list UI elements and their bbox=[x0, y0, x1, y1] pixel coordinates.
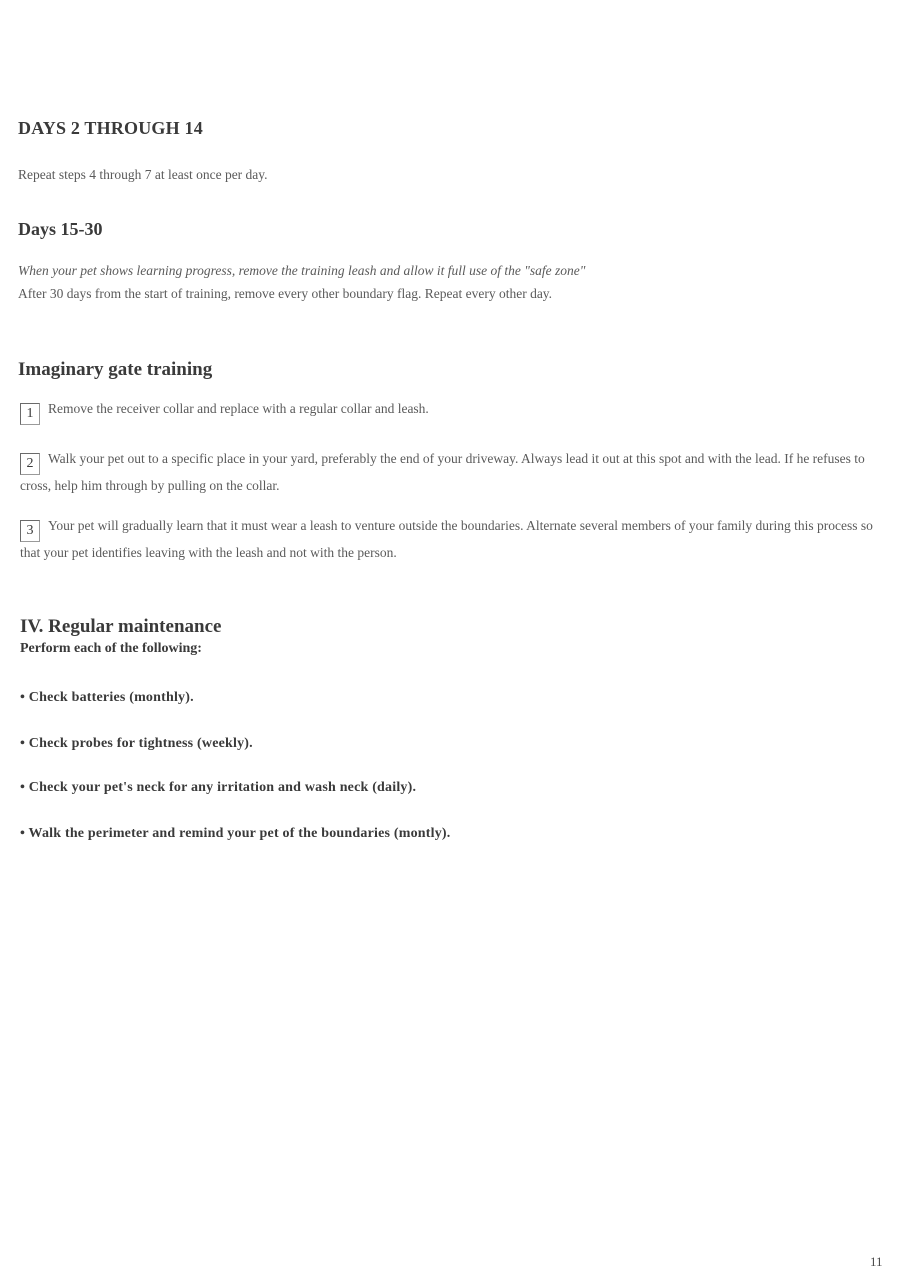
gate-step-2-text: Walk your pet out to a specific place in your yard, preferably the end of your driveway. Always lead it out at this spot and with the lead. If he refuses to cross, help him through by pulling on the collar. bbox=[20, 451, 865, 493]
days-2-14-heading: DAYS 2 THROUGH 14 bbox=[18, 118, 203, 138]
step-number-box: 2 bbox=[20, 453, 40, 475]
gate-step-3 bbox=[20, 515, 882, 563]
maintenance-heading: IV. Regular maintenance bbox=[20, 616, 222, 637]
page-number: 11 bbox=[870, 1254, 883, 1269]
gate-step-3-text: Your pet will gradually learn that it must wear a leash to venture outside the boundaries. Alternate several members of your family during this process so that your pet identifies leaving with the leash and not with the person. bbox=[20, 518, 873, 560]
gate-training-heading: Imaginary gate training bbox=[18, 359, 213, 380]
days-15-30-text: After 30 days from the start of training, remove every other boundary flag. Repeat every other day. bbox=[18, 286, 553, 301]
days-15-30-italic-text: When your pet shows learning progress, remove the training leash and allow it full use of the "safe zone" bbox=[18, 263, 586, 278]
gate-step-2 bbox=[20, 448, 882, 496]
maintenance-subheading: Perform each of the following: bbox=[20, 641, 202, 656]
step-number-box: 3 bbox=[20, 520, 40, 542]
gate-step-1-text: Remove the receiver collar and replace with a regular collar and leash. bbox=[48, 401, 429, 416]
days-2-14-text: Repeat steps 4 through 7 at least once per day. bbox=[18, 167, 268, 182]
step-number-box: 1 bbox=[20, 403, 40, 425]
maintenance-item: • Check batteries (monthly). bbox=[20, 690, 194, 705]
gate-step-1 bbox=[20, 398, 882, 425]
maintenance-item: • Check your pet's neck for any irritation and wash neck (daily). bbox=[20, 780, 417, 795]
maintenance-item: • Check probes for tightness (weekly). bbox=[20, 736, 253, 751]
days-15-30-heading: Days 15-30 bbox=[18, 219, 103, 239]
maintenance-item: • Walk the perimeter and remind your pet of the boundaries (montly). bbox=[20, 826, 451, 841]
